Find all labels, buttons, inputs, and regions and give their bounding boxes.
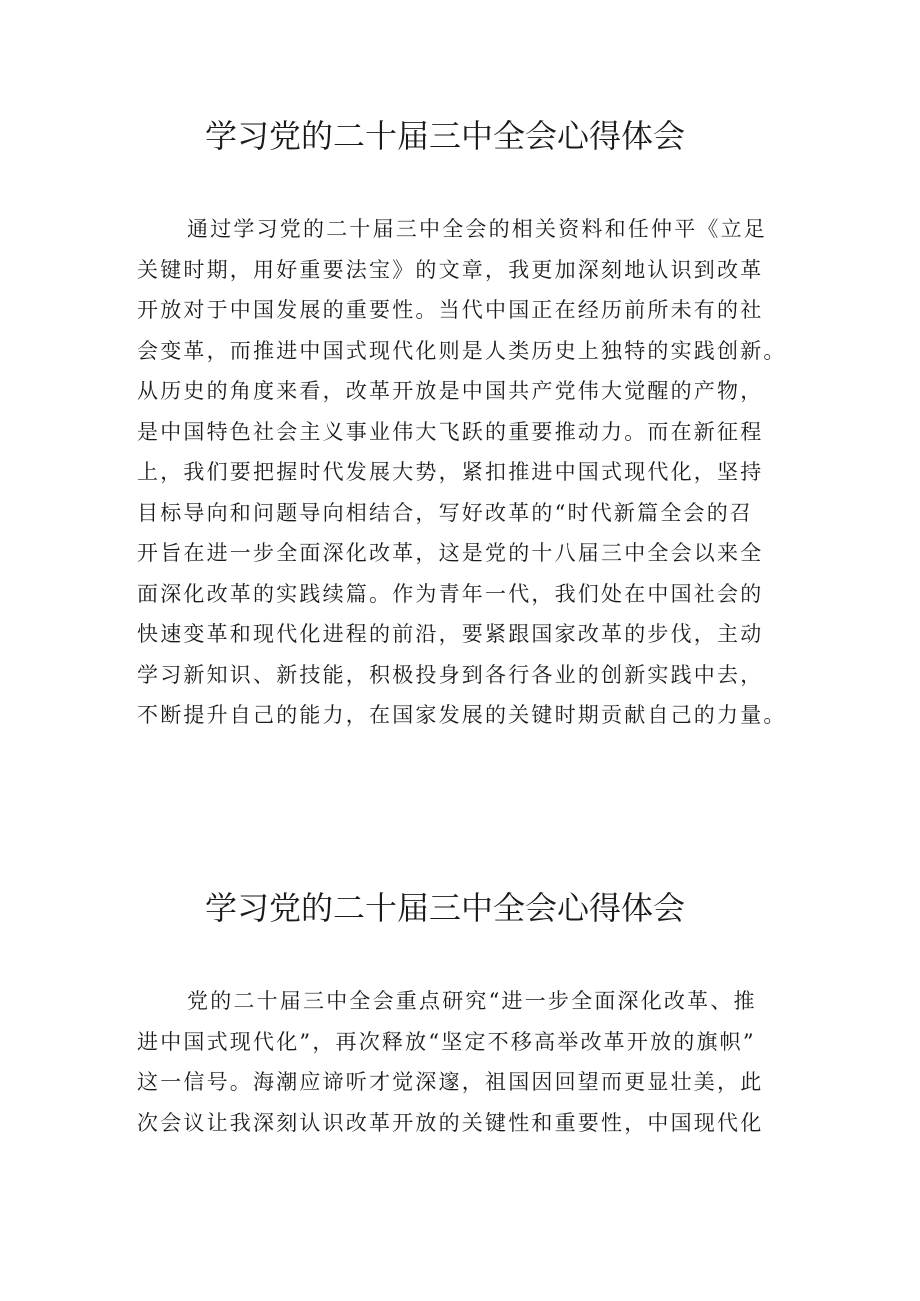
paragraph-line: 这一信号。海潮应谛听才觉深邃，祖国因回望而更显壮美，此 [137, 1070, 764, 1094]
section-2-body [137, 981, 797, 1143]
paragraph-line: 通过学习党的二十届三中全会的相关资料和任仲平《立足 [187, 217, 767, 241]
paragraph-line: 上，我们要把握时代发展大势，紧扣推进中国式现代化，坚持 [137, 460, 764, 484]
paragraph-line: 快速变革和现代化进程的前沿，要紧跟国家改革的步伐，主动 [137, 622, 764, 646]
paragraph-line: 面深化改革的实践续篇。作为青年一代，我们处在中国社会的 [137, 581, 764, 606]
section-1-body [137, 209, 797, 736]
paragraph-line: 从历史的角度来看，改革开放是中国共产党伟大觉醒的产物， [137, 379, 764, 403]
paragraph-line: 开放对于中国发展的重要性。当代中国正在经历前所未有的社 [137, 298, 764, 322]
paragraph-line: 是中国特色社会主义事业伟大飞跃的重要推动力。而在新征程 [137, 419, 764, 444]
paragraph-line: 关键时期，用好重要法宝》的文章，我更加深刻地认识到改革 [137, 257, 764, 282]
section-2-title: 学习党的二十届三中全会心得体会 [204, 889, 685, 927]
paragraph-line: 不断提升自己的能力，在国家发展的关键时期贡献自己的力量。 [137, 703, 787, 727]
section-1-title: 学习党的二十届三中全会心得体会 [204, 117, 685, 155]
paragraph-line: 学习新知识、新技能，积极投身到各行各业的创新实践中去， [137, 662, 764, 687]
paragraph-line: 会变革，而推进中国式现代化则是人类历史上独特的实践创新。 [137, 338, 787, 363]
paragraph-line: 开旨在进一步全面深化改革，这是党的十八届三中全会以来全 [137, 541, 764, 565]
paragraph-line: 党的二十届三中全会重点研究“进一步全面深化改革、推 [187, 989, 757, 1013]
paragraph-line: 进中国式现代化”，再次释放“坚定不移高举改革开放的旗帜” [137, 1029, 756, 1054]
paragraph-line: 目标导向和问题导向相结合，写好改革的“时代新篇全会的召 [137, 500, 754, 525]
paragraph-line: 次会议让我深刻认识改革开放的关键性和重要性，中国现代化 [137, 1110, 764, 1135]
